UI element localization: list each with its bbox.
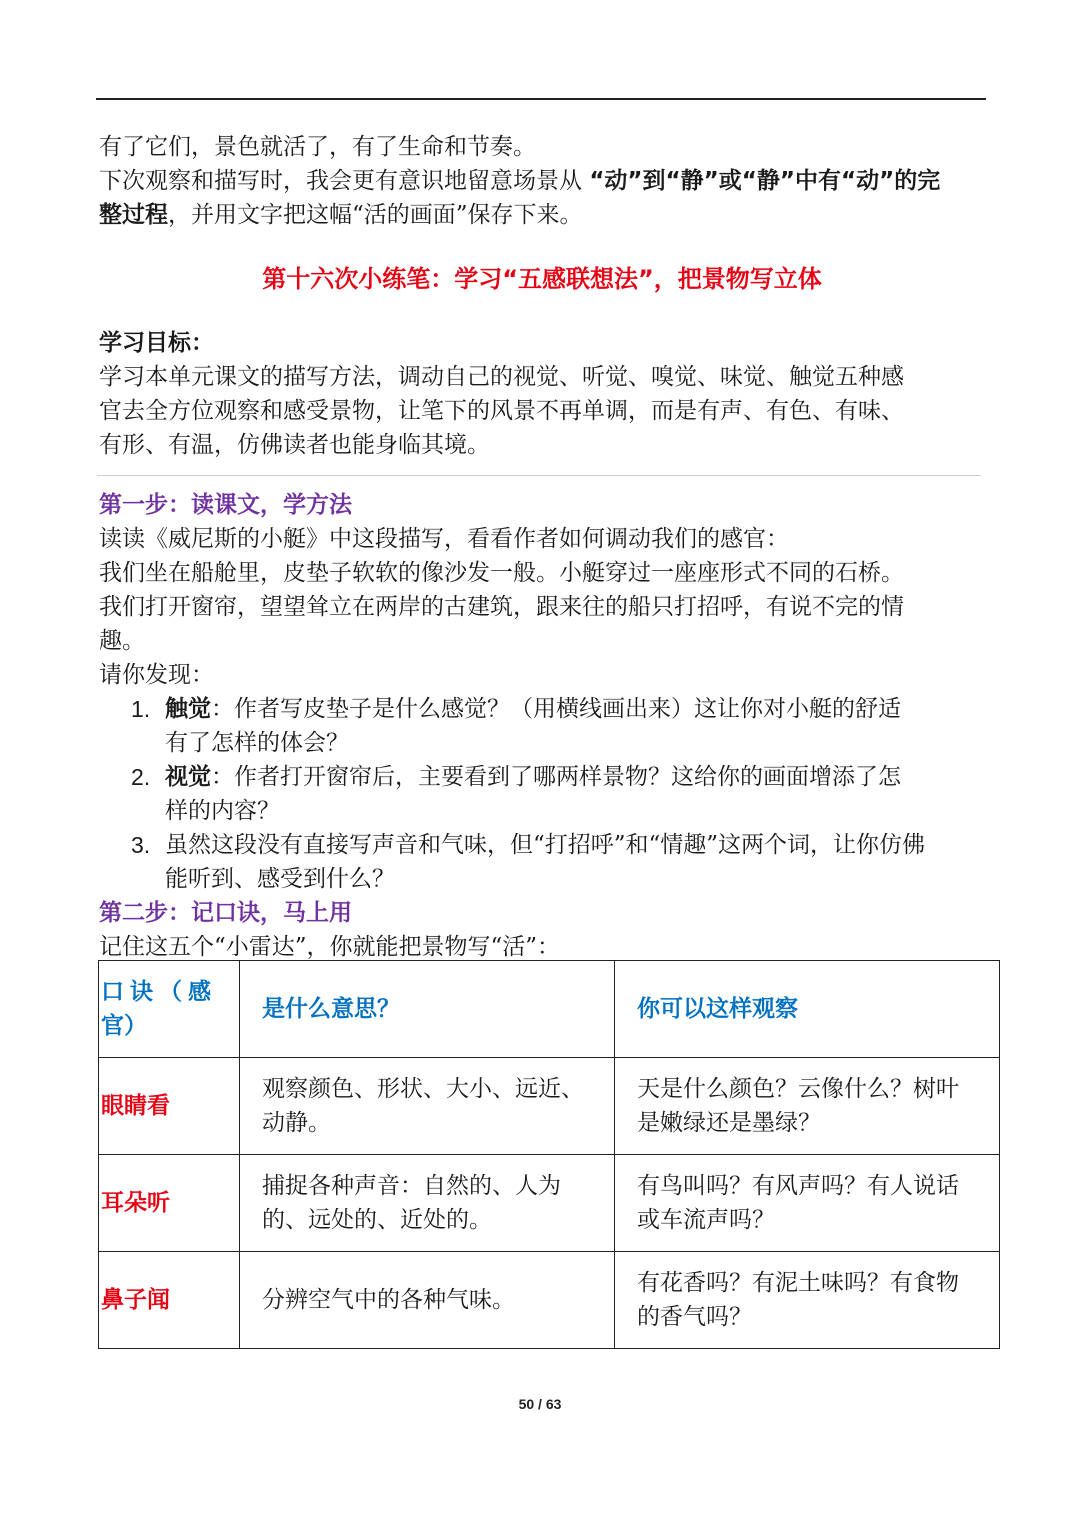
observe-cell [615, 1155, 1000, 1252]
step2-intro: 记住这五个“小雷达”，你就能把景物写“活”： [99, 934, 561, 960]
header-meaning: 是什么意思？ [240, 961, 615, 1058]
intro-line-1: 有了它们，景色就活了，有了生命和节奏。 [99, 134, 536, 160]
question-item [99, 692, 985, 760]
goal-label: 学习目标： [99, 330, 214, 356]
question-text: 虽然这段没有直接写声音和气味，但“打招呼”和“情趣”这两个词，让你仿佛 [165, 832, 926, 858]
observe-line: 有花香吗？有泥土味吗？有食物 [637, 1270, 959, 1296]
goal-line: 官去全方位观察和感受景物，让笔下的风景不再单调，而是有声、有色、有味、 [99, 398, 904, 424]
question-list [99, 692, 985, 896]
senses-table [98, 960, 1000, 1349]
meaning-line: 观察颜色、形状、大小、远近、 [262, 1076, 584, 1102]
intro-line-3-text: ，并用文字把这幅“活的画面”保存下来。 [168, 202, 583, 228]
passage-line: 趣。 [99, 628, 145, 654]
question-text-cont: 能听到、感受到什么？ [165, 866, 395, 892]
meaning-line: 的、远处的、近处的。 [262, 1207, 492, 1233]
table-row [99, 1155, 1000, 1252]
observe-line: 有鸟叫吗？有风声吗？有人说话 [637, 1173, 959, 1199]
question-item [99, 828, 985, 896]
table-header-row [99, 961, 1000, 1058]
intro-line-2-text: 下次观察和描写时，我会更有意识地留意场景从 [99, 168, 590, 194]
header-sense-line-1: 口诀（感 [101, 979, 217, 1005]
sense-cell: 鼻子闻 [99, 1252, 240, 1349]
observe-line: 是嫩绿还是墨绿？ [637, 1110, 821, 1136]
meaning-line: 分辨空气中的各种气味。 [262, 1287, 515, 1313]
question-label: 视觉 [165, 764, 211, 790]
sense-cell: 眼睛看 [99, 1058, 240, 1155]
senses-table-wrapper [98, 960, 1000, 1349]
page-number: 50 / 63 [518, 1396, 562, 1412]
table-row [99, 1252, 1000, 1349]
meaning-cell [240, 1058, 615, 1155]
goal-line: 学习本单元课文的描写方法，调动自己的视觉、听觉、嗅觉、味觉、触觉五种感 [99, 364, 904, 390]
question-item [99, 760, 985, 828]
sense-cell: 耳朵听 [99, 1155, 240, 1252]
goal-line: 有形、有温，仿佛读者也能身临其境。 [99, 432, 490, 458]
meaning-line: 捕捉各种声音：自然的、人为 [262, 1173, 561, 1199]
step2-title: 第二步：记口诀，马上用 [99, 900, 352, 926]
header-observe: 你可以这样观察 [615, 961, 1000, 1058]
intro-line-3 [99, 198, 985, 232]
question-number: 3. [131, 832, 151, 858]
meaning-cell [240, 1155, 615, 1252]
step1-intro: 读读《威尼斯的小艇》中这段描写，看看作者如何调动我们的感官： [99, 526, 789, 552]
section-divider [97, 475, 981, 476]
meaning-cell [240, 1252, 615, 1349]
observe-line: 或车流声吗？ [637, 1207, 775, 1233]
intro-line-2-bold: “动”到“静”或“静”中有“动”的完 [589, 168, 941, 194]
question-text: ：作者写皮垫子是什么感觉？（用横线画出来）这让你对小艇的舒适 [211, 696, 901, 722]
header-sense [99, 961, 240, 1058]
header-sense-line-2: 官） [101, 1013, 147, 1039]
intro-line-2 [99, 164, 985, 198]
header-rule [96, 98, 986, 100]
question-text-cont: 有了怎样的体会？ [165, 730, 349, 756]
question-number: 2. [131, 764, 151, 790]
observe-line: 天是什么颜色？云像什么？树叶 [637, 1076, 959, 1102]
page-content [99, 130, 985, 964]
observe-cell [615, 1252, 1000, 1349]
question-text: ：作者打开窗帘后，主要看到了哪两样景物？这给你的画面增添了怎 [211, 764, 901, 790]
observe-line: 的香气吗？ [637, 1304, 752, 1330]
step1-prompt: 请你发现： [99, 662, 214, 688]
table-row [99, 1058, 1000, 1155]
question-label: 触觉 [165, 696, 211, 722]
passage-line: 我们打开窗帘，望望耸立在两岸的古建筑，跟来往的船只打招呼，有说不完的情 [99, 594, 904, 620]
section-title: 第十六次小练笔：学习“五感联想法”，把景物写立体 [262, 265, 822, 293]
observe-cell [615, 1058, 1000, 1155]
intro-line-3-bold: 整过程 [99, 202, 168, 228]
question-number: 1. [131, 696, 151, 722]
meaning-line: 动静。 [262, 1110, 331, 1136]
passage-line: 我们坐在船舱里，皮垫子软软的像沙发一般。小艇穿过一座座形式不同的石桥。 [99, 560, 904, 586]
question-text-cont: 样的内容？ [165, 798, 280, 824]
step1-title: 第一步：读课文，学方法 [99, 492, 352, 518]
